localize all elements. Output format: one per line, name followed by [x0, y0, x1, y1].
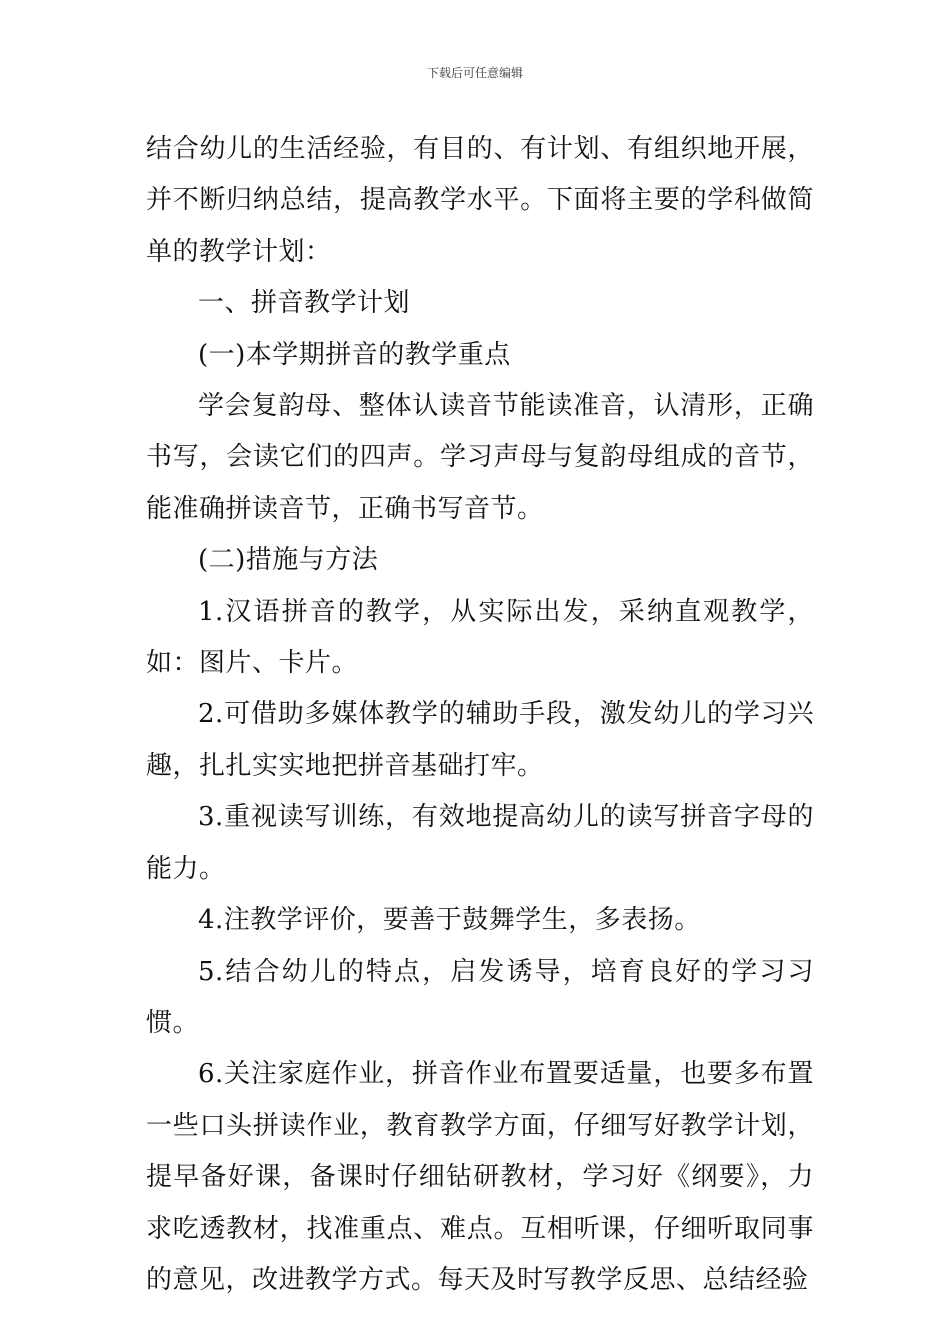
list-item-3: 3.重视读写训练，有效地提高幼儿的读写拼音字母的能力。: [146, 802, 814, 884]
list-item-4: 4.注教学评价，要善于鼓舞学生，多表扬。: [198, 905, 701, 936]
document-body: [146, 124, 814, 1306]
paragraph-intro-continued: 结合幼儿的生活经验，有目的、有计划、有组织地开展，并不断归纳总结，提高教学水平。下面将主要的学科做简单的教学计划：: [146, 134, 814, 267]
list-item-2: 2.可借助多媒体教学的辅助手段，激发幼儿的学习兴趣，扎扎实实地把拼音基础打牢。: [146, 699, 814, 781]
subheading-teaching-focus: (一)本学期拼音的教学重点: [198, 339, 511, 370]
page-header: 下载后可任意编辑: [426, 66, 523, 80]
list-item-1: 1.汉语拼音的教学，从实际出发，采纳直观教学，如：图片、卡片。: [146, 596, 814, 679]
section-heading-pinyin-plan: 一、拼音教学计划: [198, 288, 411, 319]
subheading-measures-methods: (二)措施与方法: [198, 545, 379, 576]
list-item-5: 5.结合幼儿的特点，启发诱导，培育良好的学习习惯。: [146, 956, 814, 1038]
list-item-6: 6.关注家庭作业，拼音作业布置要适量，也要多布置一些口头拼读作业，教育教学方面，仔细写好教学计划，提早备好课，备课时仔细钻研教材，学习好《纲要》，力求吃透教材，找准重点、难点。互相听课，仔细听取同事的意见，改进教学方式。每天及时写教学反思、总结经验: [146, 1059, 814, 1295]
paragraph-teaching-focus: 学会复韵母、整体认读音节能读准音，认清形，正确书写，会读它们的四声。学习声母与复韵母组成的音节，能准确拼读音节，正确书写音节。: [146, 391, 814, 524]
